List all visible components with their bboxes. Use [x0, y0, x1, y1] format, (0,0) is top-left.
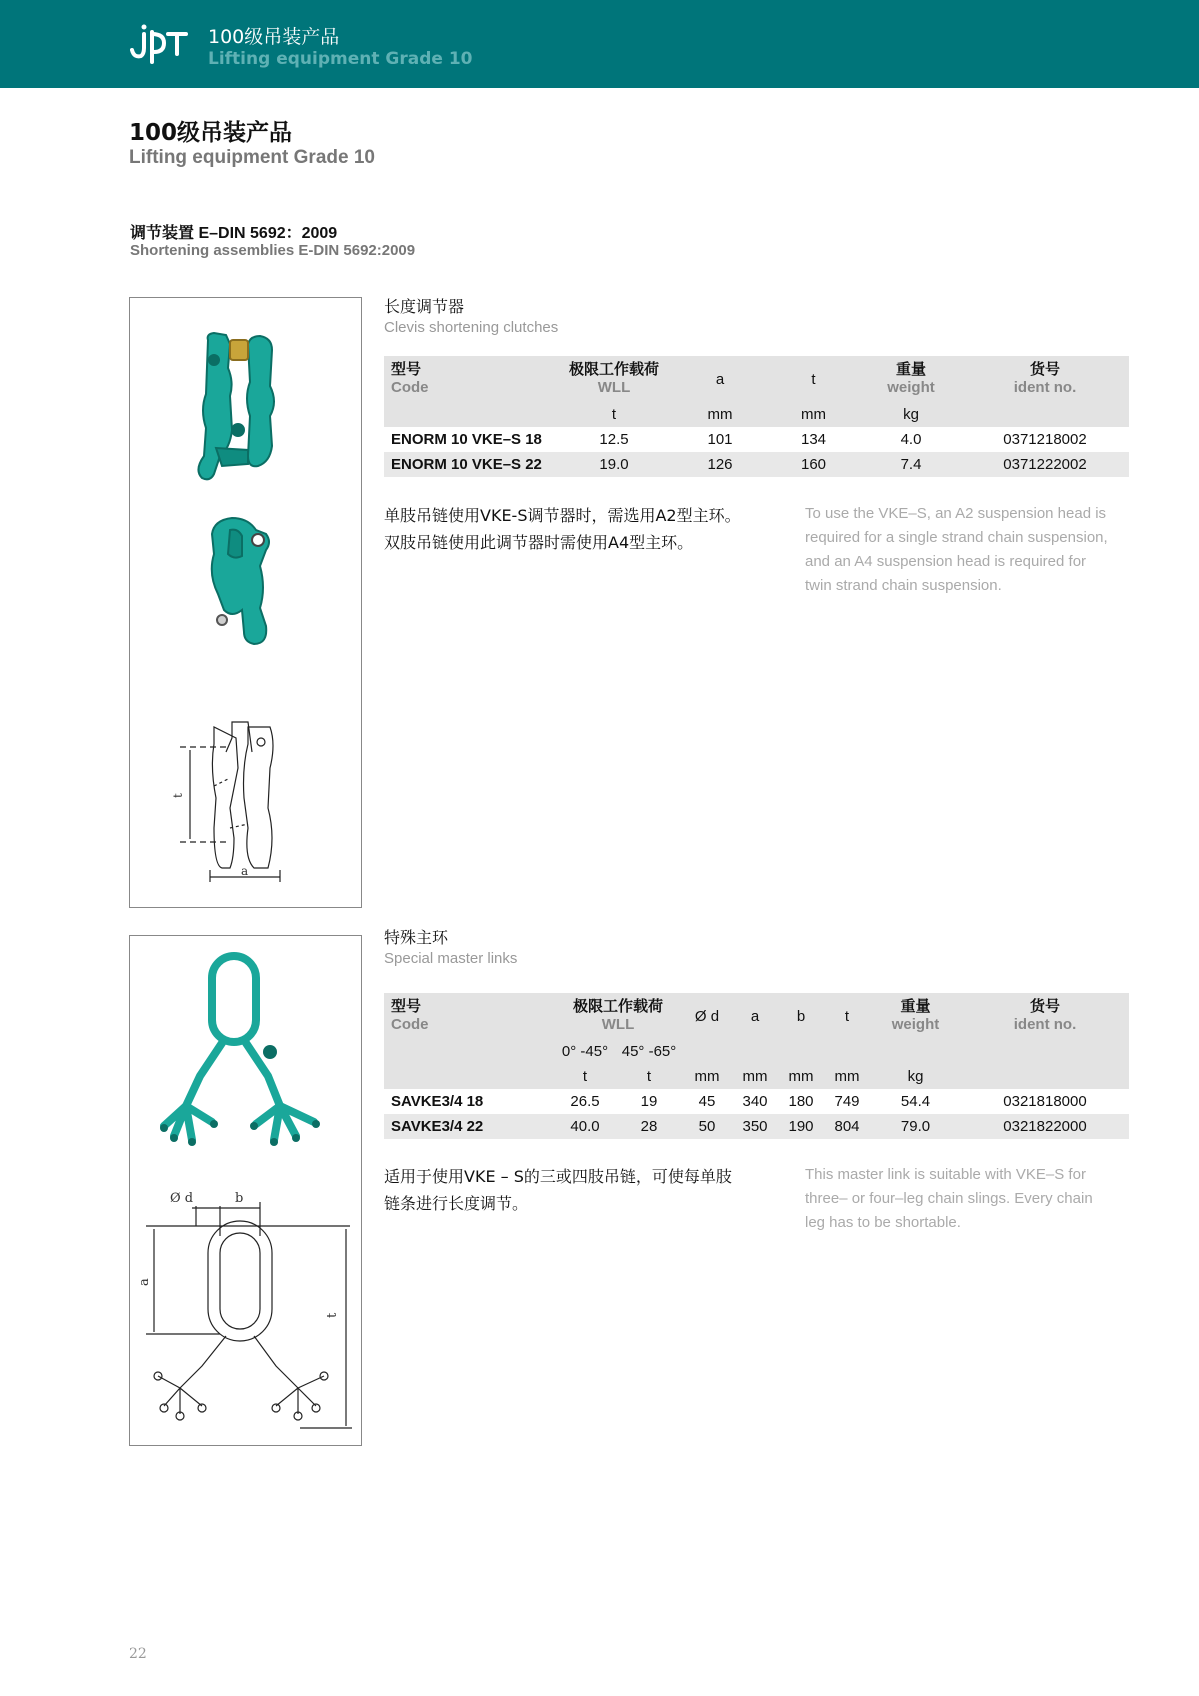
- page-number: 22: [129, 1646, 147, 1662]
- col-ident-en: ident no.: [1013, 1016, 1077, 1033]
- col-code-en: Code: [391, 379, 429, 396]
- table-header-row: [384, 993, 1129, 1039]
- col-wll-cn: 极限工作载荷: [568, 361, 659, 378]
- master-link-spec-table: [384, 993, 1129, 1139]
- clutch-technical-drawing: [180, 722, 280, 882]
- cell-ident: 0321822000: [961, 1114, 1129, 1139]
- table-header-row: [384, 356, 1129, 402]
- cell-code: SAVKE3/4 18: [384, 1089, 554, 1114]
- product-1-name-en: Clevis shortening clutches: [384, 319, 559, 336]
- desc-cn-line: 双肢吊链使用此调节器时需使用A4型主环。: [384, 533, 694, 552]
- master-link-dim-a-label: a: [137, 1278, 152, 1286]
- col-angle-1: 0° -45°: [554, 1039, 616, 1064]
- cell-d: 50: [682, 1114, 732, 1139]
- col-ident-cn: 货号: [1029, 361, 1060, 378]
- cell-weight: 54.4: [870, 1089, 961, 1114]
- master-link-illustration: [130, 936, 362, 1446]
- unit-a: mm: [674, 402, 766, 427]
- section-title-en: Shortening assemblies E-DIN 5692:2009: [130, 242, 416, 259]
- col-weight-en: weight: [887, 379, 935, 396]
- col-weight-en: weight: [891, 1016, 940, 1033]
- table-row: [384, 1114, 1129, 1139]
- cell-code: ENORM 10 VKE–S 22: [384, 452, 554, 477]
- header-bar: [0, 0, 1199, 88]
- unit-weight: kg: [870, 1064, 961, 1089]
- unit-d: mm: [682, 1064, 732, 1089]
- master-link-dim-b-label: b: [235, 1191, 244, 1206]
- product-2-desc-cn: [384, 1163, 774, 1217]
- cell-code: ENORM 10 VKE–S 18: [384, 427, 554, 452]
- cell-t: 749: [824, 1089, 870, 1114]
- master-link-dim-d-label: Ø d: [170, 1191, 194, 1206]
- cell-a: 350: [732, 1114, 778, 1139]
- clutch-dim-a-label: a: [241, 864, 249, 878]
- table-row: [384, 1089, 1129, 1114]
- col-wll-cn: 极限工作载荷: [572, 998, 663, 1015]
- cell-ident: 0371218002: [961, 427, 1129, 452]
- cell-b: 180: [778, 1089, 824, 1114]
- cell-a: 126: [674, 452, 766, 477]
- table-angle-row: [384, 1039, 1129, 1064]
- cell-wll1: 26.5: [554, 1089, 616, 1114]
- clutch-image-side: [212, 518, 269, 644]
- col-wll-en: WLL: [601, 1016, 635, 1033]
- unit-t: mm: [766, 402, 861, 427]
- cell-wll2: 28: [616, 1114, 682, 1139]
- product-2-name-en: Special master links: [384, 950, 518, 967]
- table-unit-row: [384, 402, 1129, 427]
- clutch-spec-table: [384, 356, 1129, 477]
- cell-t: 134: [766, 427, 861, 452]
- unit-wll: t: [554, 402, 674, 427]
- col-code-en: Code: [391, 1016, 429, 1033]
- col-ident-cn: 货号: [1029, 998, 1060, 1015]
- cell-wll: 12.5: [554, 427, 674, 452]
- product-1-desc-cn: [384, 502, 774, 556]
- table-row: [384, 452, 1129, 477]
- cell-ident: 0371222002: [961, 452, 1129, 477]
- unit-wll1: t: [554, 1064, 616, 1089]
- cell-a: 340: [732, 1089, 778, 1114]
- cell-weight: 79.0: [870, 1114, 961, 1139]
- cell-weight: 4.0: [861, 427, 961, 452]
- table-unit-row: [384, 1064, 1129, 1089]
- unit-a: mm: [732, 1064, 778, 1089]
- cell-t: 804: [824, 1114, 870, 1139]
- master-link-dim-t-label: t: [325, 1312, 340, 1318]
- cell-ident: 0321818000: [961, 1089, 1129, 1114]
- cell-wll2: 19: [616, 1089, 682, 1114]
- cell-code: SAVKE3/4 22: [384, 1114, 554, 1139]
- cell-wll: 19.0: [554, 452, 674, 477]
- clutch-figure-box: [129, 297, 362, 908]
- col-angle-2: 45° -65°: [616, 1039, 682, 1064]
- unit-b: mm: [778, 1064, 824, 1089]
- table-row: [384, 427, 1129, 452]
- page-title-en: Lifting equipment Grade 10: [129, 147, 375, 168]
- col-weight-cn: 重量: [895, 361, 926, 378]
- product-2-name-cn: 特殊主环: [384, 928, 449, 947]
- master-link-figure-box: [129, 935, 362, 1446]
- clutch-image-front: [198, 333, 274, 479]
- section-title-cn: 调节装置 E–DIN 5692：2009: [130, 225, 338, 242]
- header-title-en: Lifting equipment Grade 10: [208, 49, 473, 69]
- col-t: t: [824, 993, 870, 1039]
- master-link-technical-drawing: [146, 1202, 352, 1428]
- col-d: Ø d: [682, 993, 732, 1039]
- page-title-cn: 100级吊装产品: [129, 120, 293, 146]
- clutch-dim-t-label: t: [171, 793, 185, 798]
- cell-b: 190: [778, 1114, 824, 1139]
- unit-weight: kg: [861, 402, 961, 427]
- cell-weight: 7.4: [861, 452, 961, 477]
- cell-t: 160: [766, 452, 861, 477]
- header-title-cn: 100级吊装产品: [208, 26, 340, 48]
- col-code-cn: 型号: [391, 361, 422, 378]
- product-1-name-cn: 长度调节器: [384, 297, 465, 316]
- company-logo: [128, 22, 188, 66]
- desc-cn-line: 适用于使用VKE – S的三或四肢吊链，可使每单肢: [384, 1167, 732, 1186]
- product-1-desc-en: To use the VKE–S, an A2 suspension head is required for a single strand chain suspension, and an A4 suspension head is required for twin strand chain suspension.: [805, 505, 1108, 594]
- col-a: a: [674, 356, 766, 402]
- unit-wll2: t: [616, 1064, 682, 1089]
- desc-cn-line: 链条进行长度调节。: [384, 1194, 529, 1213]
- col-a: a: [732, 993, 778, 1039]
- cell-wll1: 40.0: [554, 1114, 616, 1139]
- master-link-image: [164, 956, 314, 1140]
- col-wll-en: WLL: [597, 379, 631, 396]
- col-t: t: [766, 356, 861, 402]
- col-code-cn: 型号: [391, 998, 422, 1015]
- cell-d: 45: [682, 1089, 732, 1114]
- col-ident-en: ident no.: [1013, 379, 1077, 396]
- cell-a: 101: [674, 427, 766, 452]
- clutch-illustration: [130, 298, 362, 908]
- desc-cn-line: 单肢吊链使用VKE-S调节器时，需选用A2型主环。: [384, 506, 741, 525]
- product-2-desc-en: This master link is suitable with VKE–S for three– or four–leg chain slings. Every chain leg has to be shortable.: [805, 1166, 1093, 1231]
- col-b: b: [778, 993, 824, 1039]
- unit-t: mm: [824, 1064, 870, 1089]
- col-weight-cn: 重量: [900, 998, 931, 1015]
